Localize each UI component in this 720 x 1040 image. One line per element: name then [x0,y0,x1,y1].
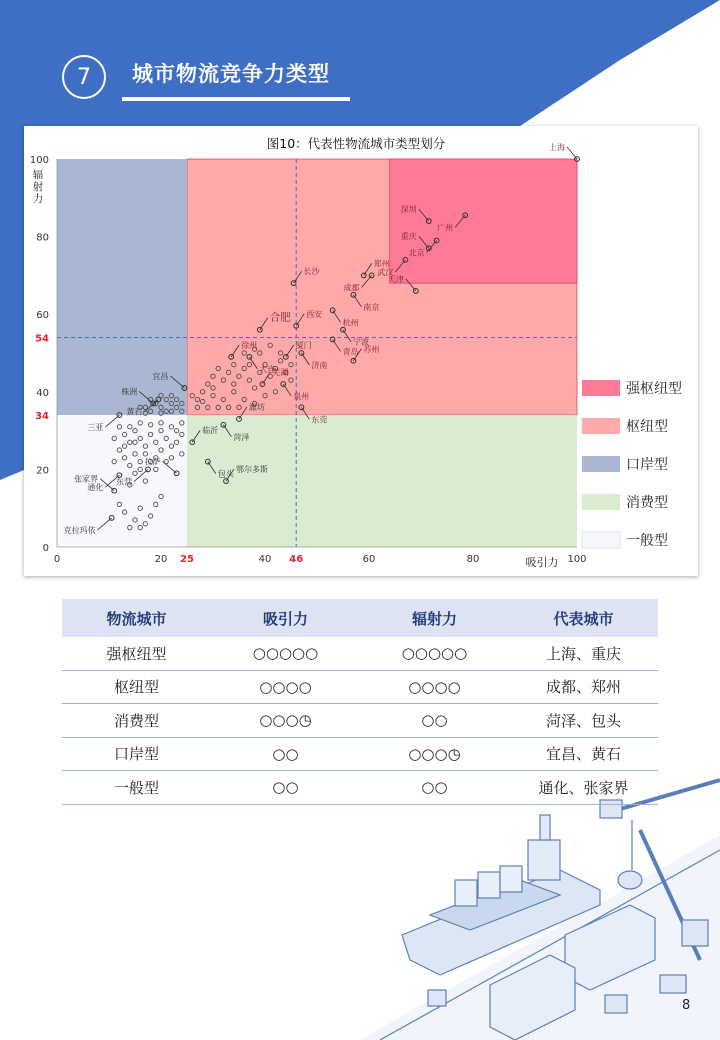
section-number-badge: 7 [62,55,106,99]
x-threshold-label: 46 [289,554,304,565]
attraction-rating: ○○ [211,737,360,771]
x-axis-label: 吸引力 [525,556,559,569]
legend-label: 强枢纽型 [626,381,682,397]
point-label: 武汉 [377,267,394,277]
point-label: 鄂尔多斯 [236,465,268,475]
cities-cell: 成都、郑州 [509,670,658,704]
radiation-rating: ○○○○○ [360,637,509,670]
y-tick-label: 0 [42,543,49,554]
point-label: 厦门 [295,340,312,350]
chart-svg [24,126,698,576]
point-label: 成都 [343,283,360,293]
y-axis-label: 辐射力 [32,169,44,205]
region-0 [387,159,577,284]
point-label: 西安 [306,309,323,319]
point-label: 东莞 [311,415,328,425]
point-label: 杭州 [342,318,359,328]
x-threshold-label: 25 [180,554,194,565]
legend-label: 枢纽型 [626,419,668,435]
point-label: 郑州 [373,259,390,269]
point-label: 宜昌 [152,371,169,381]
point-label: 宁波 [353,337,369,347]
legend-swatch [582,380,620,396]
point-label: 黄石 [126,407,143,417]
legend-label: 口岸型 [626,457,668,473]
y-tick-label: 40 [36,387,49,399]
point-label: 合肥 [269,311,291,324]
x-tick-label: 80 [466,554,480,565]
x-tick-label: 60 [362,554,376,565]
point-label: 芜湖 [272,368,289,378]
attraction-rating: ○○ [211,771,360,805]
page-number: 8 [682,998,691,1013]
legend-swatch [582,532,620,548]
point-label: 大连 [259,364,276,374]
y-tick-label: 80 [36,232,49,244]
x-tick-label: 20 [154,554,168,565]
point-label: 长沙 [303,267,320,277]
attraction-rating: ○○○○○ [211,637,360,670]
y-tick-label: 60 [36,310,49,322]
type-cell: 口岸型 [62,737,211,771]
section-title: 城市物流竞争力类型 [132,62,330,86]
type-cell: 枢纽型 [62,670,211,704]
legend-label: 消费型 [626,495,668,511]
point-label: 广州 [437,223,454,233]
legend-label: 一般型 [626,533,668,549]
point-label: 东营 [116,477,132,487]
radiation-rating: ○○○○ [360,670,509,704]
point-label: 泉州 [293,392,310,402]
y-threshold-label: 34 [35,411,49,423]
legend-swatch [582,418,620,434]
y-tick-label: 100 [29,155,49,166]
point-label: 南京 [363,302,380,312]
type-cell: 消费型 [62,704,211,738]
cities-cell: 通化、张家界 [509,771,658,805]
point-label: 拉萨 [144,457,161,467]
x-tick-label: 100 [567,554,587,565]
section-title-underline [122,97,350,101]
point-label: 北京 [408,248,425,258]
point-label: 临沂 [202,426,219,436]
legend-swatch [582,456,620,472]
attraction-rating: ○○○○ [211,670,360,704]
table-row [62,637,658,670]
cities-cell: 上海、重庆 [509,637,658,670]
type-cell: 强枢纽型 [62,637,211,670]
x-tick-label: 0 [53,554,61,565]
point-label: 徐州 [241,340,258,350]
y-threshold-label: 54 [35,333,49,345]
point-label: 通化 [87,483,104,493]
radiation-rating: ○○ [360,771,509,805]
point-label: 三亚 [87,423,104,433]
comparison-table [62,599,658,805]
column-header: 代表城市 [509,599,658,637]
cities-cell: 菏泽、包头 [509,704,658,738]
point-label: 菏泽 [233,432,250,442]
radiation-rating: ○○ [360,704,509,738]
point-label: 青岛 [342,347,359,357]
radiation-rating: ○○○◷ [360,737,509,771]
point-label: 深圳 [400,205,417,215]
port-illustration-image [360,780,720,1040]
point-label: 济南 [311,361,328,370]
point-label: 株洲 [121,387,138,397]
point-label: 克拉玛依 [63,525,96,535]
y-tick-label: 20 [36,465,49,477]
table-row [62,704,658,738]
point-label: 张家界 [74,474,99,484]
legend-swatch [582,494,620,510]
column-header: 物流城市 [62,599,211,637]
column-header: 吸引力 [211,599,360,637]
point-label: 上海 [549,143,565,152]
attraction-rating: ○○○◷ [211,704,360,738]
table-row [62,737,658,771]
type-cell: 一般型 [62,771,211,805]
table-row [62,771,658,805]
point-label: 重庆 [400,232,417,242]
table-row [62,670,658,704]
point-label: 潍坊 [249,402,265,412]
chart-title: 图10：代表性物流城市类型划分 [266,136,446,151]
leader-line [567,147,577,159]
x-tick-label: 40 [258,554,272,565]
chart-card [24,126,698,576]
point-label: 包头 [217,469,234,479]
point-label: 天津 [387,274,404,284]
point-label: 苏州 [363,344,380,354]
column-header: 辐射力 [360,599,509,637]
table-header-row [62,599,658,637]
cities-cell: 宜昌、黄石 [509,737,658,771]
